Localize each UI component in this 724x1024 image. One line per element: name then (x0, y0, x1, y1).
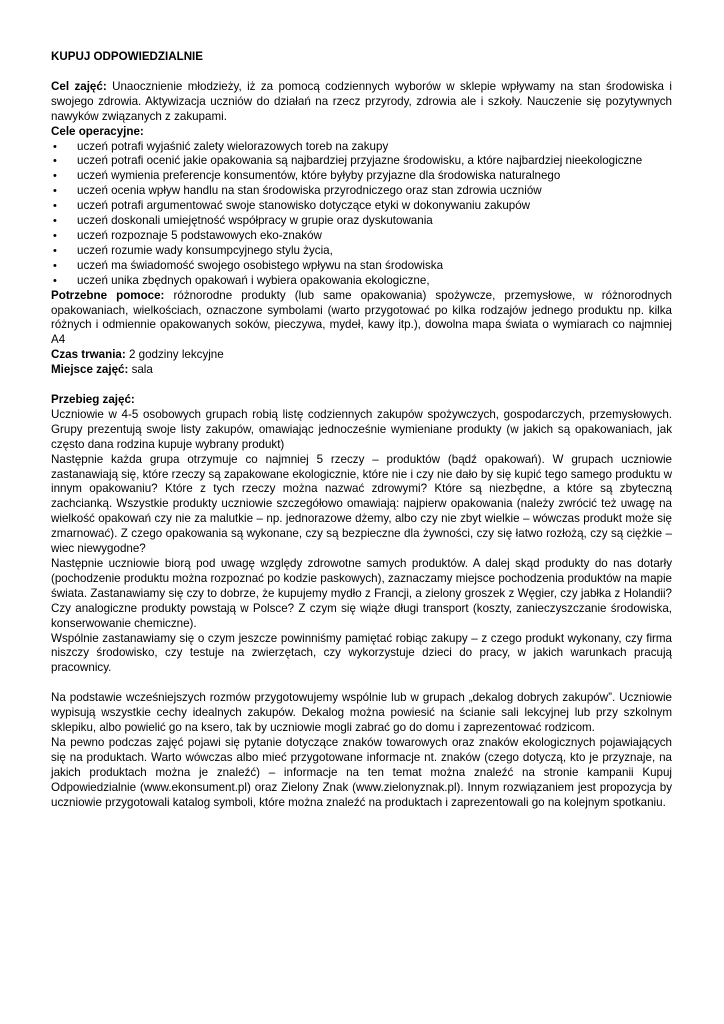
przebieg-paragraph: Następnie każda grupa otrzymuje co najmniej 5 rzeczy – produktów (bądź opakowań). W grupach uczniowie zastanawiają się, które rzeczy są zapakowane ekologicznie, które nie i czy nie dało by się kupić tego samego produktu w innym opakowaniu? Które z tych rzeczy można nazwać zdrowymi? Które są niezbędne, a które są zbyteczną zachcianką. Wszystkie produkty uczniowie szczegółowo omawiają: najpierw opakowania (należy zwrócić też uwagę na wielkość opakowań czy nie za malutkie – np. jednorazowe dżemy, albo czy nie zbyt wielkie – wówczas produkt może się zmarnować). Z czego opakowania są wykonane, czy są bezpieczne dla żywności, czy się łatwo rozłożą, czy są ciężkie – wiec niewygodne? (51, 452, 672, 556)
bullet-icon: • (53, 170, 57, 183)
spacer (51, 378, 672, 393)
przebieg-paragraph: Wspólnie zastanawiamy się o czym jeszcze powinniśmy pamiętać robiąc zakupy – z czego produkt wykonany, czy firma niszczy środowisko, czy testuje na zwierzętach, czy wykorzystuje dzieci do pracy, w jakich warunkach pracują pracownicy. (51, 631, 672, 675)
bullet-icon: • (53, 259, 57, 272)
czas-trwania (51, 348, 672, 363)
bullet-icon: • (53, 140, 57, 153)
bullet-icon: • (53, 244, 57, 257)
cele-operacyjne-list (51, 140, 672, 289)
list-item (51, 214, 672, 229)
list-item-text: uczeń ma świadomość swojego osobistego wpływu na stan środowiska (77, 258, 444, 272)
cel-zajec (51, 80, 672, 125)
przebieg-zajec-label: Przebieg zajęć: (51, 393, 135, 407)
miejsce-zajec-label: Miejsce zajęć: (51, 363, 129, 377)
list-item (51, 244, 672, 259)
list-item-text: uczeń doskonali umiejętność współpracy w grupie oraz dyskutowania (77, 214, 433, 228)
list-item-text: uczeń wymienia preferencje konsumentów, które byłyby przyjazne dla środowiska naturalnego (77, 169, 561, 183)
list-item (51, 229, 672, 244)
spacer (51, 676, 672, 691)
przebieg-paragraph: Uczniowie w 4-5 osobowych grupach robią listę codziennych zakupów spożywczych, gospodarczych, przemysłowych. Grupy prezentują swoje listy zakupów, omawiając jednocześnie wymieniane produkty (w jakich są opakowaniach, jak często dana rodzina kupuje wybrany produkt) (51, 407, 672, 451)
list-item-text: uczeń unika zbędnych opakowań i wybiera opakowania ekologiczne, (77, 273, 430, 287)
przebieg-paragraph: Na pewno podczas zajęć pojawi się pytanie dotyczące znaków towarowych oraz znaków ekologicznych pojawiających się na produktach. Warto wówczas albo mieć przygotowane informacje nt. znaków (czego dotyczą, kto je przyznaje, na jakich produktach można je znaleźć) – informacje na ten temat można znaleźć na stronie kampanii Kupuj Odpowiedzialnie (www.ekonsument.pl) oraz Zielony Znak (www.zielonyznak.pl). Innym rozwiązaniem jest propozycja by uczniowie przygotowali katalog symboli, które można znaleźć na produktach i zaprezentowali go na kolejnym spotkaniu. (51, 735, 672, 809)
bullet-icon: • (53, 274, 57, 287)
cel-zajec-text: Unaocznienie młodzieży, iż za pomocą codziennych wyborów w sklepie wpływamy na stan środowiska i swojego zdrowia. Aktywizacja uczniów do działań na rzecz przyrody, zdrowia ale i szkoły. Nauczenie się pozytywnych nawyków związanych z zakupami. (51, 79, 672, 123)
cel-zajec-label: Cel zajęć: (51, 79, 107, 93)
miejsce-zajec-text: sala (128, 363, 153, 377)
list-item-text: uczeń rozpoznaje 5 podstawowych eko-znaków (77, 228, 322, 242)
list-item-text: uczeń potrafi wyjaśnić zalety wielorazowych toreb na zakupy (77, 139, 389, 153)
przebieg-paragraph: Na podstawie wcześniejszych rozmów przygotowujemy wspólnie lub w grupach „dekalog dobrych zakupów”. Uczniowie wypisują wszystkie cechy idealnych zakupów. Dekalog można powiesić na ścianie sali lekcyjnej lub przy szkolnym sklepiku, albo powielić go na ksero, tak by uczniowie mogli zabrać go do domu i zaprezentować rodzicom. (51, 691, 672, 735)
list-item (51, 154, 672, 169)
list-item-text: uczeń potrafi argumentować swoje stanowisko dotyczące etyki w dokonywaniu zakupów (77, 199, 531, 213)
list-item-text: uczeń potrafi ocenić jakie opakowania są najbardziej przyjazne środowisku, a które najbardziej nieekologiczne (77, 154, 643, 168)
bullet-icon: • (53, 155, 57, 168)
czas-trwania-text: 2 godziny lekcyjne (125, 348, 224, 362)
list-item (51, 274, 672, 289)
potrzebne-pomoce-text: różnorodne produkty (lub same opakowania) spożywcze, przemysłowe, w różnorodnych opakowaniach, wielkościach, oznaczone symbolami (warto przygotować po kilka rodzajów jednego produktu np. kilka różnych i odmiennie opakowanych soków, pieczywa, mydeł, kawy itp.), dowolna mapa świata o wymiarach co najmniej A4 (51, 288, 673, 347)
potrzebne-pomoce (51, 289, 672, 349)
list-item (51, 169, 672, 184)
list-item (51, 140, 672, 155)
spacer (51, 65, 672, 80)
bullet-icon: • (53, 229, 57, 242)
list-item-text: uczeń rozumie wady konsumpcyjnego stylu życia, (77, 243, 333, 257)
czas-trwania-label: Czas trwania: (51, 348, 126, 362)
bullet-icon: • (53, 215, 57, 228)
przebieg-paragraph: Następnie uczniowie biorą pod uwagę względy zdrowotne samych produktów. A dalej skąd produkty do nas dotarły (pochodzenie produktu można rozpoznać po kodzie paskowych), zaznaczamy miejsce pochodzenia produktów na mapie świata. Zastanawiamy się czy to dobrze, że kupujemy mydło z Francji, a zielony groszek z Węgier, czy jabłka z Holandii? Czy analogiczne produkty powstają w Polsce? Z czym się wiąże długi transport (koszty, zanieczyszczanie środowiska, konserwowanie chemiczne). (51, 557, 672, 630)
list-item-text: uczeń ocenia wpływ handlu na stan środowiska przyrodniczego oraz stan zdrowia uczniów (77, 184, 542, 198)
document-title: KUPUJ ODPOWIEDZIALNIE (51, 50, 204, 63)
bullet-icon: • (53, 200, 57, 213)
potrzebne-pomoce-label: Potrzebne pomoce: (51, 288, 165, 302)
list-item (51, 184, 672, 199)
miejsce-zajec (51, 363, 672, 378)
cele-operacyjne-label: Cele operacyjne: (51, 124, 144, 138)
list-item (51, 259, 672, 274)
list-item (51, 199, 672, 214)
bullet-icon: • (53, 185, 57, 198)
